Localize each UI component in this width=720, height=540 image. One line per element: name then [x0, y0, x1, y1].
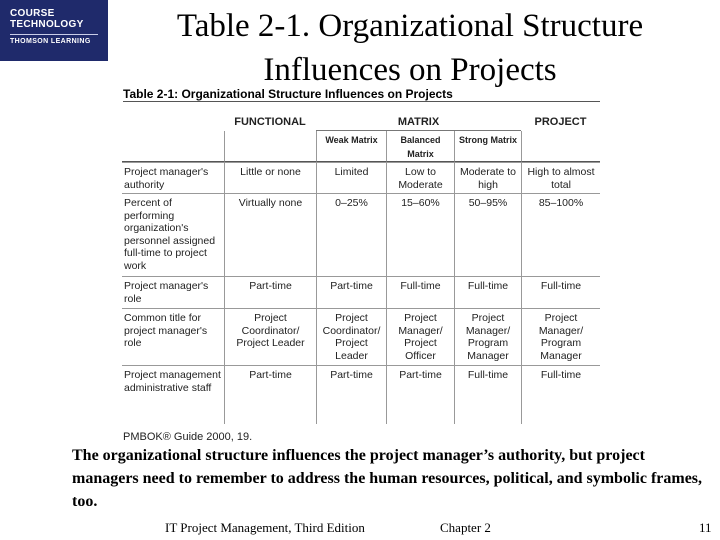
footer-course: IT Project Management, Third Edition	[165, 520, 365, 535]
subheader-cell	[521, 131, 600, 162]
table-cell: Part-time	[386, 365, 454, 424]
subheader-balanced-matrix: Balanced Matrix	[386, 131, 454, 162]
org-structure-table	[122, 116, 600, 424]
table-group-header	[122, 116, 600, 131]
subheader-weak-matrix: Weak Matrix	[316, 131, 386, 162]
logo-divider	[10, 34, 98, 35]
table-cell: Full-time	[521, 365, 600, 424]
table-caption: Table 2-1: Organizational Structure Influences on Projects	[123, 87, 453, 101]
subheader-cell	[122, 131, 224, 162]
row-label: Percent of performing organization's personnel assigned full-time to project work	[122, 193, 224, 276]
table-cell: Virtually none	[224, 193, 316, 276]
table-cell: Full-time	[386, 276, 454, 308]
table-cell: Moderate to high	[454, 162, 521, 193]
table-sub-header	[122, 131, 600, 162]
table-cell: 85–100%	[521, 193, 600, 276]
row-label: Project manager's authority	[122, 162, 224, 193]
logo-line-3: THOMSON LEARNING	[10, 38, 91, 45]
subheader-cell	[224, 131, 316, 162]
table-cell: Limited	[316, 162, 386, 193]
table-cell: Part-time	[224, 365, 316, 424]
logo-line-1: COURSE	[10, 8, 55, 19]
table-cell: Part-time	[224, 276, 316, 308]
row-label: Common title for project manager's role	[122, 308, 224, 365]
table-cell: 15–60%	[386, 193, 454, 276]
table-cell: Part-time	[316, 276, 386, 308]
table-row	[122, 308, 600, 365]
table-cell: Project Manager/ Program Manager	[521, 308, 600, 365]
table-cell: Little or none	[224, 162, 316, 193]
table-row	[122, 276, 600, 308]
header-functional: FUNCTIONAL	[234, 116, 306, 128]
table-cell: Project Manager/ Program Manager	[454, 308, 521, 365]
table-row	[122, 365, 600, 424]
table-cell: Full-time	[454, 365, 521, 424]
header-blank	[122, 116, 224, 131]
caption-rule	[123, 101, 600, 102]
header-matrix: MATRIX	[316, 116, 521, 131]
table-cell: Project Coordinator/ Project Leader	[224, 308, 316, 365]
table-cell: Project Coordinator/ Project Leader	[316, 308, 386, 365]
table-cell: Full-time	[521, 276, 600, 308]
table-cell: Project Manager/ Project Officer	[386, 308, 454, 365]
table-cell: High to almost total	[521, 162, 600, 193]
table-cell: 50–95%	[454, 193, 521, 276]
table-source: PMBOK® Guide 2000, 19.	[123, 431, 253, 443]
header-project: PROJECT	[534, 116, 587, 128]
table-cell: Low to Moderate	[386, 162, 454, 193]
table-row	[122, 162, 600, 193]
logo-line-2: TECHNOLOGY	[10, 19, 84, 30]
table-cell: 0–25%	[316, 193, 386, 276]
slide-body-text: The organizational structure influences the project manager’s authority, but project managers need to remember to address the human resources, political, and symbolic frames, too.	[72, 447, 703, 510]
row-label: Project management administrative staff	[122, 365, 224, 424]
table-cell: Part-time	[316, 365, 386, 424]
slide-title: Table 2-1. Organizational Structure Influences on Projects	[176, 8, 644, 88]
table-row	[122, 193, 600, 276]
footer-page-number: 11	[699, 520, 712, 535]
publisher-logo	[0, 0, 108, 61]
subheader-strong-matrix: Strong Matrix	[454, 131, 521, 162]
table-cell: Full-time	[454, 276, 521, 308]
footer-chapter: Chapter 2	[440, 520, 491, 535]
row-label: Project manager's role	[122, 276, 224, 308]
